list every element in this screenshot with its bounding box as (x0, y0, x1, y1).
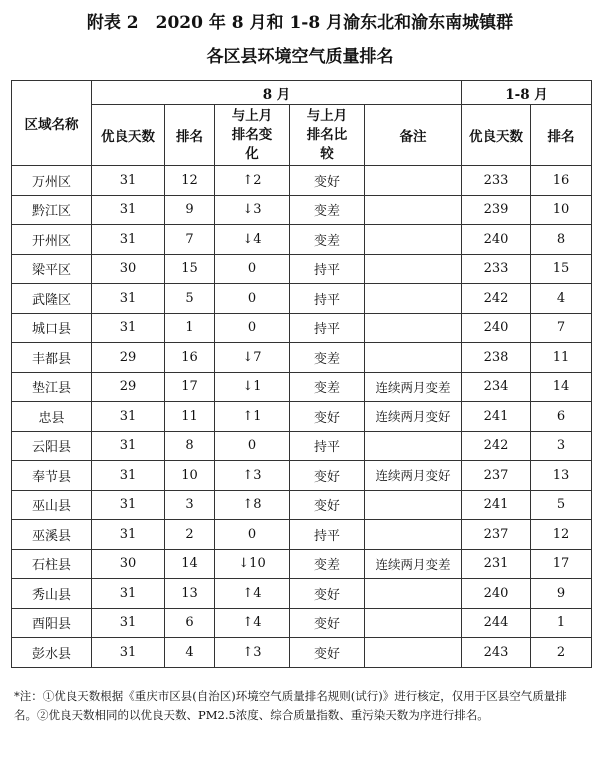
cell-rank: 1 (165, 313, 215, 343)
cell-note (365, 313, 462, 343)
table-row (12, 284, 592, 314)
cell-region: 开州区 (12, 225, 92, 255)
cell-region: 秀山县 (12, 579, 92, 609)
table-row (12, 520, 592, 550)
header-rank-compare: 与上月排名比较 (290, 105, 365, 166)
header-ytd: 1-8 月 (462, 81, 592, 105)
cell-ytd-good-days: 240 (462, 579, 531, 609)
cell-ytd-good-days: 233 (462, 254, 531, 284)
cell-region: 武隆区 (12, 284, 92, 314)
cell-rank-compare: 变好 (290, 490, 365, 520)
cell-ytd-rank: 5 (531, 490, 592, 520)
cell-rank-change: ↑4 (215, 579, 290, 609)
table-row (12, 372, 592, 402)
cell-ytd-good-days: 237 (462, 520, 531, 550)
cell-ytd-rank: 9 (531, 579, 592, 609)
cell-rank: 11 (165, 402, 215, 432)
cell-rank-change: 0 (215, 313, 290, 343)
cell-good-days: 31 (92, 166, 165, 196)
cell-ytd-rank: 17 (531, 549, 592, 579)
cell-rank: 17 (165, 372, 215, 402)
cell-rank-compare: 变好 (290, 579, 365, 609)
footnote: *注：①优良天数根据《重庆市区县(自治区)环境空气质量排名规则(试行)》进行核定，仅用于区县空气质量排名。②优良天数相同的以优良天数、PM2.5浓度、综合质量指数、重污染天数为序进行排名。 (14, 689, 567, 722)
cell-rank-change: ↑4 (215, 608, 290, 638)
header-august: 8 月 (92, 81, 462, 105)
cell-ytd-good-days: 244 (462, 608, 531, 638)
cell-note: 连续两月变好 (365, 402, 462, 432)
cell-ytd-rank: 14 (531, 372, 592, 402)
cell-ytd-good-days: 242 (462, 431, 531, 461)
cell-ytd-good-days: 234 (462, 372, 531, 402)
header-ytd-good-days: 优良天数 (462, 105, 531, 166)
table-row (12, 313, 592, 343)
cell-rank: 15 (165, 254, 215, 284)
cell-region: 巫山县 (12, 490, 92, 520)
cell-rank: 8 (165, 431, 215, 461)
cell-rank-compare: 变好 (290, 166, 365, 196)
cell-rank: 12 (165, 166, 215, 196)
cell-rank-change: ↓4 (215, 225, 290, 255)
cell-note (365, 579, 462, 609)
cell-rank-change: ↓7 (215, 343, 290, 373)
cell-rank: 10 (165, 461, 215, 491)
cell-good-days: 31 (92, 490, 165, 520)
cell-rank-compare: 持平 (290, 520, 365, 550)
cell-region: 黔江区 (12, 195, 92, 225)
cell-rank-change: ↓10 (215, 549, 290, 579)
cell-ytd-rank: 11 (531, 343, 592, 373)
header-rank: 排名 (165, 105, 215, 166)
cell-good-days: 31 (92, 431, 165, 461)
cell-good-days: 31 (92, 195, 165, 225)
cell-ytd-rank: 15 (531, 254, 592, 284)
cell-note: 连续两月变差 (365, 372, 462, 402)
header-rank-change: 与上月排名变化 (215, 105, 290, 166)
table-row (12, 254, 592, 284)
cell-note (365, 608, 462, 638)
cell-rank: 13 (165, 579, 215, 609)
cell-good-days: 31 (92, 313, 165, 343)
cell-ytd-rank: 1 (531, 608, 592, 638)
cell-good-days: 31 (92, 579, 165, 609)
cell-rank-change: 0 (215, 254, 290, 284)
cell-note (365, 284, 462, 314)
page-title: 附表 2 2020 年 8 月和 1-8 月渝东北和渝东南城镇群 (86, 13, 514, 33)
cell-rank: 3 (165, 490, 215, 520)
cell-region: 石柱县 (12, 549, 92, 579)
cell-good-days: 31 (92, 284, 165, 314)
table-row (12, 461, 592, 491)
cell-region: 梁平区 (12, 254, 92, 284)
header-ytd-rank: 排名 (531, 105, 592, 166)
cell-ytd-good-days: 241 (462, 490, 531, 520)
table-row (12, 608, 592, 638)
cell-rank-compare: 持平 (290, 284, 365, 314)
cell-good-days: 31 (92, 461, 165, 491)
cell-region: 酉阳县 (12, 608, 92, 638)
cell-rank-compare: 变好 (290, 608, 365, 638)
cell-ytd-rank: 13 (531, 461, 592, 491)
cell-ytd-good-days: 242 (462, 284, 531, 314)
cell-rank-change: ↑8 (215, 490, 290, 520)
cell-rank-compare: 持平 (290, 313, 365, 343)
cell-good-days: 30 (92, 254, 165, 284)
cell-rank-compare: 持平 (290, 431, 365, 461)
cell-ytd-rank: 4 (531, 284, 592, 314)
cell-rank: 5 (165, 284, 215, 314)
cell-rank-compare: 变差 (290, 372, 365, 402)
cell-good-days: 31 (92, 608, 165, 638)
table-row (12, 343, 592, 373)
cell-ytd-good-days: 240 (462, 313, 531, 343)
cell-rank-compare: 变好 (290, 402, 365, 432)
cell-ytd-rank: 3 (531, 431, 592, 461)
cell-ytd-good-days: 237 (462, 461, 531, 491)
cell-good-days: 29 (92, 343, 165, 373)
cell-rank-change: ↓1 (215, 372, 290, 402)
cell-rank-change: ↑1 (215, 402, 290, 432)
cell-region: 万州区 (12, 166, 92, 196)
cell-note (365, 254, 462, 284)
cell-region: 忠县 (12, 402, 92, 432)
cell-region: 丰都县 (12, 343, 92, 373)
cell-note (365, 638, 462, 668)
cell-good-days: 31 (92, 520, 165, 550)
table-row (12, 195, 592, 225)
cell-ytd-good-days: 239 (462, 195, 531, 225)
cell-region: 云阳县 (12, 431, 92, 461)
ranking-table (11, 80, 592, 668)
table-row (12, 225, 592, 255)
cell-ytd-good-days: 233 (462, 166, 531, 196)
cell-region: 城口县 (12, 313, 92, 343)
cell-note (365, 490, 462, 520)
cell-rank-compare: 变好 (290, 461, 365, 491)
cell-ytd-good-days: 243 (462, 638, 531, 668)
cell-region: 彭水县 (12, 638, 92, 668)
cell-ytd-rank: 10 (531, 195, 592, 225)
cell-good-days: 30 (92, 549, 165, 579)
cell-ytd-good-days: 231 (462, 549, 531, 579)
cell-note (365, 225, 462, 255)
cell-rank-change: ↑3 (215, 461, 290, 491)
cell-good-days: 31 (92, 402, 165, 432)
cell-ytd-rank: 2 (531, 638, 592, 668)
cell-ytd-rank: 8 (531, 225, 592, 255)
cell-region: 垫江县 (12, 372, 92, 402)
cell-note (365, 343, 462, 373)
cell-ytd-rank: 7 (531, 313, 592, 343)
cell-note (365, 520, 462, 550)
cell-note (365, 166, 462, 196)
cell-rank-change: ↓3 (215, 195, 290, 225)
cell-ytd-rank: 12 (531, 520, 592, 550)
cell-rank: 16 (165, 343, 215, 373)
header-region: 区域名称 (12, 81, 92, 166)
cell-ytd-rank: 6 (531, 402, 592, 432)
table-row (12, 402, 592, 432)
cell-ytd-good-days: 241 (462, 402, 531, 432)
cell-note (365, 431, 462, 461)
cell-ytd-good-days: 238 (462, 343, 531, 373)
cell-rank-compare: 变差 (290, 195, 365, 225)
table-row (12, 579, 592, 609)
page-subtitle: 各区县环境空气质量排名 (206, 47, 394, 67)
table-row (12, 166, 592, 196)
cell-rank: 2 (165, 520, 215, 550)
cell-note (365, 195, 462, 225)
cell-rank-change: ↑3 (215, 638, 290, 668)
header-note: 备注 (365, 105, 462, 166)
cell-note: 连续两月变好 (365, 461, 462, 491)
cell-rank: 4 (165, 638, 215, 668)
header-good-days: 优良天数 (92, 105, 165, 166)
cell-rank-compare: 持平 (290, 254, 365, 284)
cell-rank-change: 0 (215, 520, 290, 550)
cell-rank-compare: 变差 (290, 549, 365, 579)
cell-rank-compare: 变差 (290, 225, 365, 255)
cell-good-days: 31 (92, 638, 165, 668)
cell-ytd-good-days: 240 (462, 225, 531, 255)
cell-rank: 14 (165, 549, 215, 579)
cell-ytd-rank: 16 (531, 166, 592, 196)
cell-good-days: 29 (92, 372, 165, 402)
cell-rank-change: 0 (215, 431, 290, 461)
table-row (12, 490, 592, 520)
cell-rank: 7 (165, 225, 215, 255)
cell-rank-change: ↑2 (215, 166, 290, 196)
cell-rank-compare: 变好 (290, 638, 365, 668)
cell-note: 连续两月变差 (365, 549, 462, 579)
cell-region: 巫溪县 (12, 520, 92, 550)
cell-rank: 6 (165, 608, 215, 638)
table-row (12, 549, 592, 579)
cell-rank-compare: 变差 (290, 343, 365, 373)
table-row (12, 431, 592, 461)
cell-region: 奉节县 (12, 461, 92, 491)
cell-rank: 9 (165, 195, 215, 225)
table-row (12, 638, 592, 668)
cell-rank-change: 0 (215, 284, 290, 314)
cell-good-days: 31 (92, 225, 165, 255)
